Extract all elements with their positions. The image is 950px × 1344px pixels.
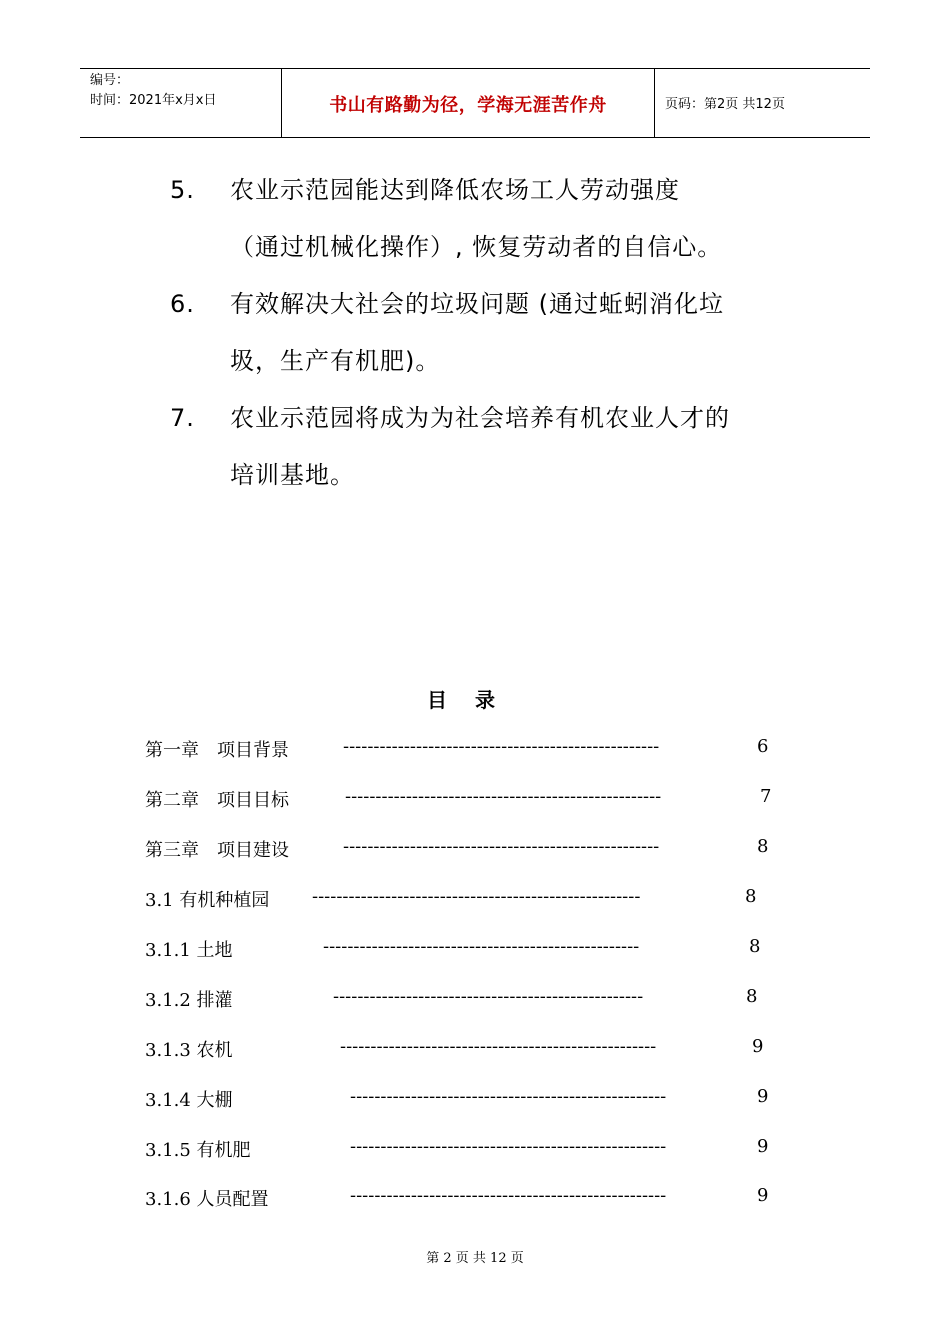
toc-page: 9 <box>757 1136 769 1157</box>
toc-page: 8 <box>746 986 758 1007</box>
toc-title: 目录 <box>427 688 523 712</box>
toc-label: 第一章 项目背景 <box>145 740 289 761</box>
list-item <box>170 276 830 390</box>
page-info: 页码：第2页 共12页 <box>665 97 785 112</box>
toc-leader: ---------------------------------------------------- <box>350 1086 667 1107</box>
toc-page: 8 <box>757 836 769 857</box>
toc-page: 9 <box>752 1036 764 1057</box>
item-line: 培训基地。 <box>230 461 355 489</box>
item-number: 5. <box>170 176 195 204</box>
item-line: 圾，生产有机肥)。 <box>230 347 441 375</box>
toc-page: 7 <box>760 786 772 807</box>
toc-label: 第三章 项目建设 <box>145 840 289 861</box>
motto: 书山有路勤为径，学海无涯苦作舟 <box>329 95 607 116</box>
toc-page: 8 <box>749 936 761 957</box>
toc-label: 3.1.6 人员配置 <box>145 1189 269 1210</box>
toc-leader: --------------------------------------------------- <box>333 986 644 1007</box>
toc-leader: ---------------------------------------------------- <box>323 936 640 957</box>
item-number: 7. <box>170 404 195 432</box>
item-number: 6. <box>170 290 195 318</box>
toc-label: 3.1.4 大棚 <box>145 1090 233 1111</box>
toc-leader: ---------------------------------------------------- <box>343 736 660 757</box>
toc-leader: ---------------------------------------------------- <box>343 836 660 857</box>
toc-label: 3.1.5 有机肥 <box>145 1140 251 1161</box>
time-label: 时间：2021年x月x日 <box>90 93 217 108</box>
item-line: 农业示范园将成为为社会培养有机农业人才的 <box>230 404 730 432</box>
toc-label: 3.1.1 土地 <box>145 940 233 961</box>
list-item <box>170 390 830 504</box>
toc-label: 3.1.2 排灌 <box>145 990 233 1011</box>
toc-page: 6 <box>757 736 769 757</box>
number-label: 编号： <box>90 73 130 88</box>
toc-leader: ---------------------------------------------------- <box>345 786 662 807</box>
header-left <box>90 71 216 111</box>
toc-page: 9 <box>757 1185 769 1206</box>
toc-leader: ---------------------------------------------------- <box>350 1185 667 1206</box>
numbered-list <box>170 162 830 504</box>
toc-leader: ---------------------------------------------------- <box>340 1036 657 1057</box>
page-footer: 第 2 页 共 12 页 <box>426 1251 524 1266</box>
list-item <box>170 162 830 276</box>
toc-label: 3.1.3 农机 <box>145 1040 233 1061</box>
header-divider <box>654 69 655 137</box>
item-line: （通过机械化操作）, 恢复劳动者的自信心。 <box>230 233 723 261</box>
document-header <box>80 68 870 138</box>
toc-leader: ---------------------------------------------------- <box>350 1136 667 1157</box>
toc-page: 8 <box>745 886 757 907</box>
toc-leader: ------------------------------------------------------ <box>312 886 641 907</box>
item-line: 农业示范园能达到降低农场工人劳动强度 <box>230 176 680 204</box>
toc-label: 3.1 有机种植园 <box>145 890 270 911</box>
toc-label: 第二章 项目目标 <box>145 790 289 811</box>
item-line: 有效解决大社会的垃圾问题 (通过蚯蚓消化垃 <box>230 290 724 318</box>
toc-page: 9 <box>757 1086 769 1107</box>
